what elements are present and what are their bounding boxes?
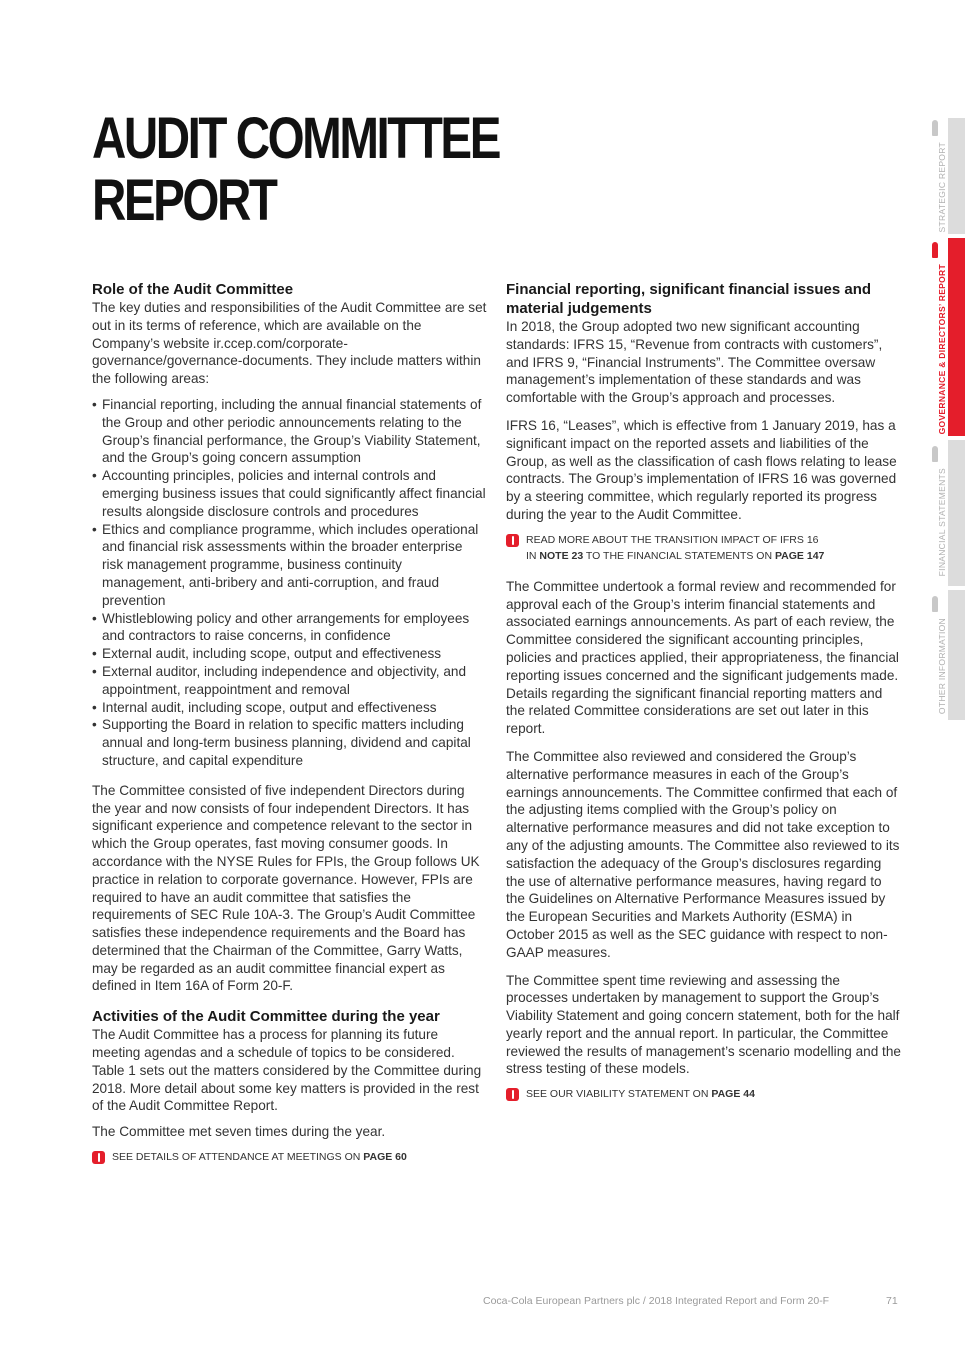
sidebar-label-strategic-report[interactable]: STRATEGIC REPORT bbox=[937, 142, 947, 233]
page-link[interactable]: PAGE 147 bbox=[774, 549, 825, 562]
sidebar-tab-governance[interactable] bbox=[948, 238, 965, 436]
bottle-icon bbox=[932, 446, 938, 462]
list-item: • External audit, including scope, output and effectiveness bbox=[92, 645, 487, 663]
activities-heading: Activities of the Audit Committee during the year bbox=[92, 1008, 440, 1026]
reference-text: READ MORE ABOUT THE TRANSITION IMPACT OF IFRS 16 IN NOTE 23 TO THE FINANCIAL STATEMENTS ON PAGE 147 bbox=[526, 533, 825, 562]
activities-paragraph: The Audit Committee has a process for planning its future meeting agendas and a schedule of topics to be considered. Table 1 sets out the matters considered by the Committee during 2018. More detail about some key matters is provided in the rest of the Audit Committee Report. bbox=[92, 1027, 482, 1114]
viability-reference[interactable] bbox=[506, 1086, 901, 1102]
info-icon bbox=[92, 1151, 105, 1164]
viability-paragraph: The Committee spent time reviewing and assessing the processes undertaken by management to support the Group’s Viability Statement and going concern statement, both for the half yearly report and the annual report. In particular, the Committee reviewed the results of management’s scenario modelling and the stress testing of these models. bbox=[506, 972, 901, 1077]
sidebar-label-financial-statements[interactable]: FINANCIAL STATEMENTS bbox=[937, 468, 947, 577]
title-line-1: AUDIT COMMITTEE bbox=[92, 106, 499, 171]
footer-publication: Coca-Cola European Partners plc / 2018 Integrated Report and Form 20-F bbox=[483, 1295, 830, 1307]
page-link[interactable]: PAGE 60 bbox=[363, 1151, 407, 1164]
apm-paragraph: The Committee also reviewed and considered the Group’s alternative performance measures in each of the Group’s earnings announcements. The Committee confirmed that each of the adjusting items complied with the Group’s policy on alternative performance measures and did not take exception to any of the adjusting amounts. The Committee also reviewed to its satisfaction the adequacy of the Group’s disclosures regarding the use of alternative performance measures, having regard to the Guidelines on Alternative Performance Measures issued by the European Securities and Markets Authority (ESMA) in October 2015 as well as the SEC guidance with respect to non-GAAP measures. bbox=[506, 748, 900, 960]
bottle-icon bbox=[932, 120, 938, 136]
list-item: • External auditor, including independence and objectivity, and appointment, reappointment and removal bbox=[92, 663, 487, 699]
sidebar-tab-strategic-report[interactable] bbox=[948, 118, 965, 234]
sidebar-label-other-information[interactable]: OTHER INFORMATION bbox=[937, 618, 947, 715]
right-column bbox=[506, 280, 901, 1110]
note-link[interactable]: NOTE 23 bbox=[539, 549, 584, 562]
reference-text: SEE OUR VIABILITY STATEMENT ON PAGE 44 bbox=[526, 1088, 755, 1101]
financial-reporting-heading: Financial reporting, significant financial issues and material judgements bbox=[506, 281, 872, 317]
role-bullet-list bbox=[92, 396, 487, 770]
left-column bbox=[92, 280, 487, 1173]
role-heading: Role of the Audit Committee bbox=[92, 281, 294, 298]
attendance-reference[interactable] bbox=[92, 1149, 487, 1165]
info-icon bbox=[506, 534, 519, 547]
ifrs16-reference[interactable] bbox=[506, 532, 901, 564]
info-icon bbox=[506, 1088, 519, 1101]
sidebar-label-governance[interactable]: GOVERNANCE & DIRECTORS’ REPORT bbox=[937, 264, 947, 435]
page-link[interactable]: PAGE 44 bbox=[711, 1088, 755, 1101]
bottle-icon bbox=[932, 596, 938, 612]
list-item: • Internal audit, including scope, output and effectiveness bbox=[92, 699, 487, 717]
list-item: • Financial reporting, including the annual financial statements of the Group and other periodic announcements relating to the Group’s financial performance, the Group’s Viability Statement, and the Group’s going concern assumption bbox=[92, 396, 487, 467]
ifrs-adoption-paragraph: In 2018, the Group adopted two new significant accounting standards: IFRS 15, “Revenue from contracts with customers”, and IFRS 9, “Financial Instruments”. The Committee oversaw management’s implementation of these standards and was comfortable with the Group’s approach and processes. bbox=[506, 319, 883, 406]
list-item: • Ethics and compliance programme, which includes operational and financial risk assessments within the broader enterprise risk management programme, business continuity management, anti-bribery and anti-corruption, and fraud prevention bbox=[92, 521, 487, 610]
list-item: • Supporting the Board in relation to specific matters including annual and long-term business planning, dividend and capital structure, and capital expenditure bbox=[92, 716, 487, 769]
composition-paragraph: The Committee consisted of five independent Directors during the year and now consists of four independent Directors. It has significant experience and competence relevant to the sector in which the Group operates, fast moving consumer goods. In accordance with the NYSE Rules for FPIs, the Group follows UK practice in relation to corporate governance. However, FPIs are required to have an audit committee that satisfies the requirements of SEC Rule 10A-3. The Group’s Audit Committee satisfies these independence requirements and the Board has determined that the Chairman of the Committee, Garry Watts, may be regarded as an audit committee financial expert as defined in Item 16A of Form 20-F. bbox=[92, 782, 480, 994]
bottle-icon bbox=[932, 242, 938, 258]
formal-review-paragraph: The Committee undertook a formal review and recommended for approval each of the Group’s interim financial statements and associated earnings announcements. As part of each review, the Committee considered the significant accounting principles, policies and practices applied, their appropriateness, the financial reporting issues concerned and the significant judgements made. Details regarding the significant financial reporting matters and the related Committee considerations are set out later in this report. bbox=[506, 578, 899, 737]
role-intro: The key duties and responsibilities of the Audit Committee are set out in its terms of reference, which are available on the Company’s website ir.ccep.com/corporate-governance/governance-documents. They include matters within the following areas: bbox=[92, 300, 487, 387]
ifrs16-paragraph: IFRS 16, “Leases”, which is effective from 1 January 2019, has a significant impact on the reported assets and liabilities of the Group, as well as the classification of cash flows relating to lease contracts. The Group’s implementation of IFRS 16 was governed by a steering committee, which regularly reported its progress during the year to the Audit Committee. bbox=[506, 417, 897, 522]
meetings-paragraph: The Committee met seven times during the year. bbox=[92, 1124, 386, 1140]
list-item: • Whistleblowing policy and other arrangements for employees and contractors to raise concerns, in confidence bbox=[92, 610, 487, 646]
title-line-2: REPORT bbox=[92, 168, 276, 233]
reference-text: SEE DETAILS OF ATTENDANCE AT MEETINGS ON PAGE 60 bbox=[112, 1151, 407, 1164]
page-title bbox=[92, 108, 499, 232]
list-item: • Accounting principles, policies and internal controls and emerging business issues that could significantly affect financial results alongside disclosure controls and procedures bbox=[92, 467, 487, 520]
sidebar-tab-other-information[interactable] bbox=[948, 590, 965, 720]
sidebar-tab-financial-statements[interactable] bbox=[948, 440, 965, 586]
footer-page-number: 71 bbox=[886, 1295, 898, 1307]
